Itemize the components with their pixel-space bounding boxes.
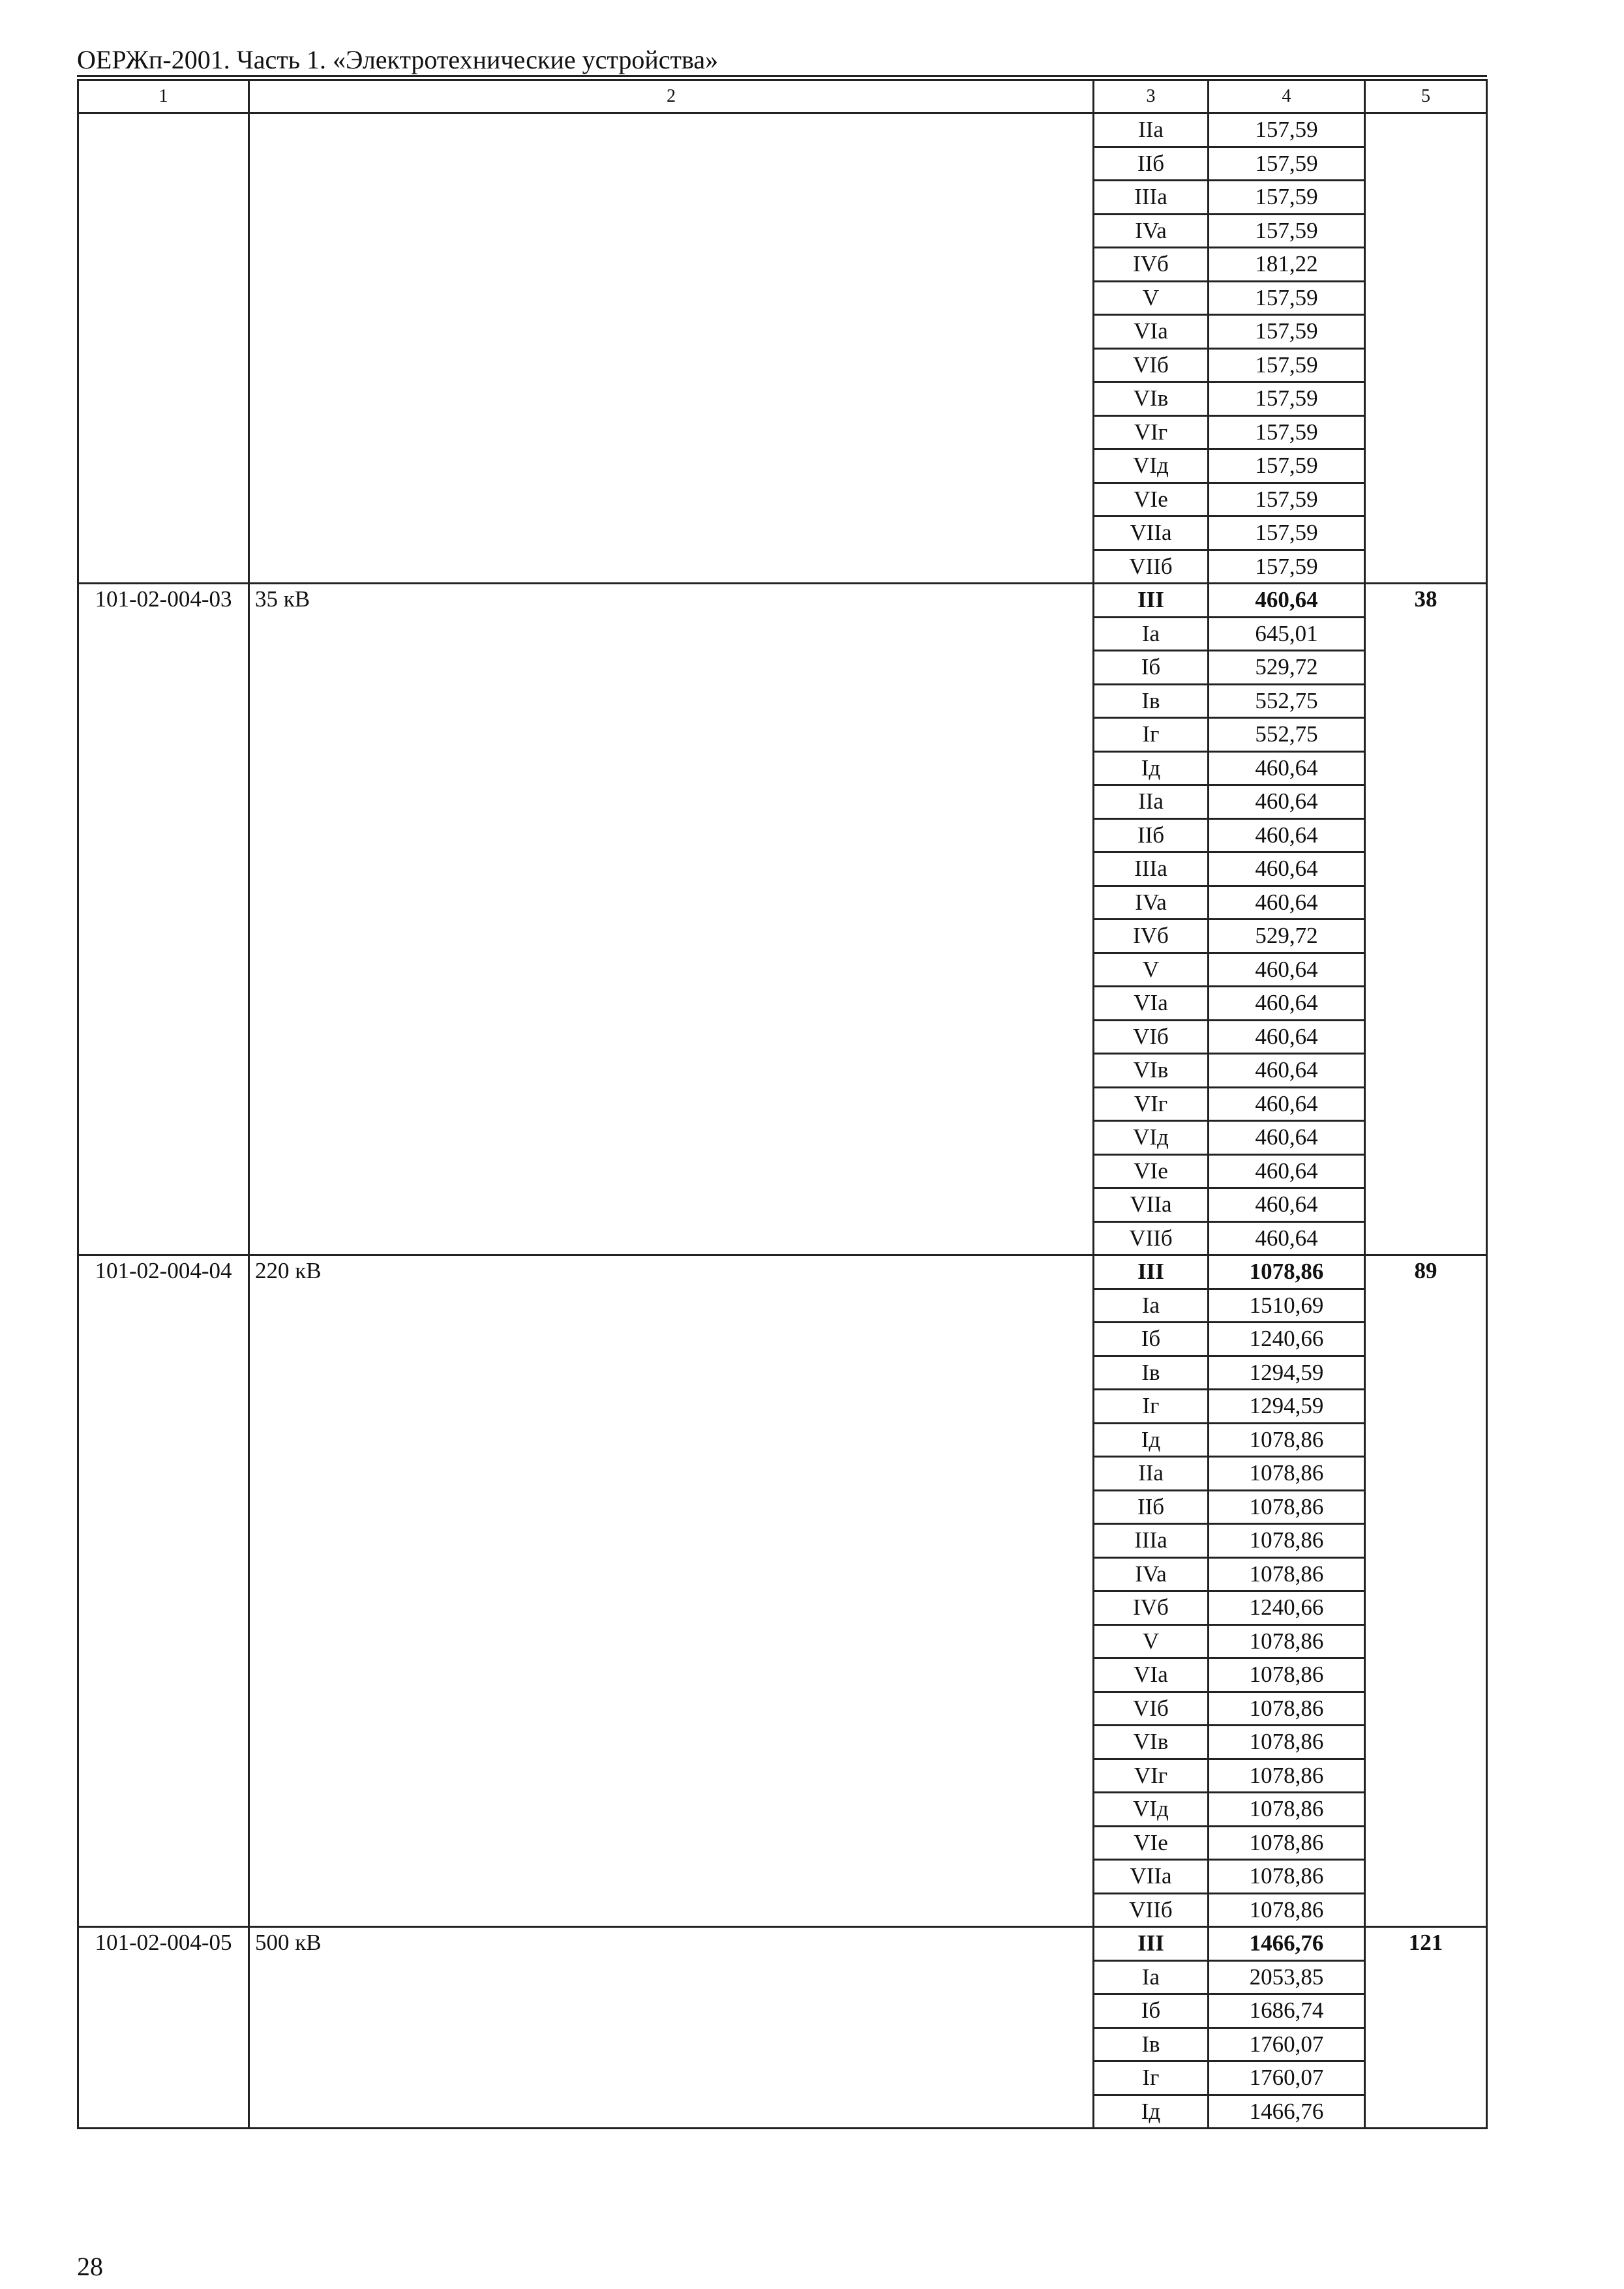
zone-category: IIб: [1094, 147, 1209, 181]
zone-category: VIб: [1094, 348, 1209, 382]
column-number: 4: [1209, 80, 1365, 113]
zone-category: Iг: [1094, 1390, 1209, 1424]
rate-value: 1294,59: [1209, 1356, 1365, 1390]
item-name: 220 кВ: [249, 1255, 1094, 1927]
rate-value: 157,59: [1209, 483, 1365, 516]
zone-category: VIIa: [1094, 1188, 1209, 1222]
zone-category: IIa: [1094, 113, 1209, 147]
zone-category: VIг: [1094, 415, 1209, 449]
rate-value: 157,59: [1209, 315, 1365, 349]
header-rule: [77, 75, 1487, 77]
total-value: 121: [1365, 1927, 1487, 2129]
zone-category: Iд: [1094, 1423, 1209, 1457]
zone-category: VIг: [1094, 1759, 1209, 1793]
zone-category: Iв: [1094, 1356, 1209, 1390]
rate-value: 1078,86: [1209, 1692, 1365, 1726]
zone-category: III: [1094, 584, 1209, 618]
zone-category: Iг: [1094, 2061, 1209, 2095]
zone-category: VIIб: [1094, 550, 1209, 584]
rate-value: 460,64: [1209, 584, 1365, 618]
total-value: 89: [1365, 1255, 1487, 1927]
rate-value: 1078,86: [1209, 1457, 1365, 1491]
rate-value: 460,64: [1209, 1188, 1365, 1222]
column-number: 1: [78, 80, 249, 113]
rate-value: 645,01: [1209, 617, 1365, 651]
zone-category: IVб: [1094, 248, 1209, 282]
zone-category: VIIб: [1094, 1893, 1209, 1927]
zone-category: VIa: [1094, 1658, 1209, 1692]
rate-value: 1078,86: [1209, 1557, 1365, 1591]
zone-category: VIв: [1094, 1054, 1209, 1088]
rate-value: 1466,76: [1209, 1927, 1365, 1961]
rate-value: 1078,86: [1209, 1759, 1365, 1793]
zone-category: Iв: [1094, 2027, 1209, 2061]
rate-value: 1078,86: [1209, 1793, 1365, 1827]
zone-category: Iд: [1094, 2095, 1209, 2129]
zone-category: Iб: [1094, 1323, 1209, 1356]
rate-value: 529,72: [1209, 920, 1365, 953]
rate-value: 1240,66: [1209, 1323, 1365, 1356]
rate-value: 1078,86: [1209, 1658, 1365, 1692]
rate-value: 460,64: [1209, 1054, 1365, 1088]
rate-value: 1760,07: [1209, 2027, 1365, 2061]
zone-category: VIa: [1094, 987, 1209, 1021]
zone-category: IVa: [1094, 1557, 1209, 1591]
rate-value: 2053,85: [1209, 1960, 1365, 1994]
page-number: 28: [77, 2252, 103, 2281]
zone-category: IIa: [1094, 1457, 1209, 1491]
item-code: 101-02-004-04: [78, 1255, 249, 1927]
total-value: [1365, 113, 1487, 584]
rate-value: 1078,86: [1209, 1524, 1365, 1558]
zone-category: III: [1094, 1255, 1209, 1289]
rate-value: 1078,86: [1209, 1255, 1365, 1289]
item-code: 101-02-004-05: [78, 1927, 249, 2129]
zone-category: Ia: [1094, 1960, 1209, 1994]
rate-value: 157,59: [1209, 550, 1365, 584]
zone-category: Ia: [1094, 1289, 1209, 1323]
total-value: 38: [1365, 584, 1487, 1255]
rate-value: 460,64: [1209, 886, 1365, 920]
zone-category: V: [1094, 953, 1209, 987]
rate-value: 157,59: [1209, 348, 1365, 382]
rate-value: 181,22: [1209, 248, 1365, 282]
zone-category: Iв: [1094, 684, 1209, 718]
rate-value: 157,59: [1209, 214, 1365, 248]
rate-value: 1466,76: [1209, 2095, 1365, 2129]
zone-category: VIIa: [1094, 1860, 1209, 1894]
zone-category: Iб: [1094, 1994, 1209, 2028]
rate-value: 1078,86: [1209, 1893, 1365, 1927]
rate-value: 1294,59: [1209, 1390, 1365, 1424]
rate-value: 460,64: [1209, 1020, 1365, 1054]
zone-category: VIe: [1094, 1154, 1209, 1188]
table-row: [78, 1927, 1487, 1961]
zone-category: IIб: [1094, 1490, 1209, 1524]
rate-value: 1078,86: [1209, 1490, 1365, 1524]
zone-category: Iд: [1094, 751, 1209, 785]
zone-category: IVa: [1094, 214, 1209, 248]
zone-category: VIв: [1094, 382, 1209, 416]
rate-value: 460,64: [1209, 987, 1365, 1021]
item-name: 500 кВ: [249, 1927, 1094, 2129]
item-name: [249, 113, 1094, 584]
rate-value: 1078,86: [1209, 1624, 1365, 1658]
rate-value: 460,64: [1209, 1121, 1365, 1155]
rate-value: 1078,86: [1209, 1423, 1365, 1457]
zone-category: IIIa: [1094, 181, 1209, 215]
zone-category: VIa: [1094, 315, 1209, 349]
rate-value: 157,59: [1209, 281, 1365, 315]
column-number: 5: [1365, 80, 1487, 113]
item-code: 101-02-004-03: [78, 584, 249, 1255]
rate-value: 1078,86: [1209, 1860, 1365, 1894]
zone-category: IIa: [1094, 785, 1209, 819]
running-header: ОЕРЖп-2001. Часть 1. «Электротехнические устройства»: [77, 45, 719, 74]
column-numbers-row: [78, 80, 1487, 113]
rate-value: 157,59: [1209, 181, 1365, 215]
zone-category: VIд: [1094, 1793, 1209, 1827]
zone-category: III: [1094, 1927, 1209, 1961]
rate-value: 1510,69: [1209, 1289, 1365, 1323]
rate-value: 157,59: [1209, 449, 1365, 483]
rate-value: 460,64: [1209, 751, 1365, 785]
table-row: [78, 113, 1487, 147]
rate-value: 1078,86: [1209, 1826, 1365, 1860]
column-number: 2: [249, 80, 1094, 113]
zone-category: IVб: [1094, 1591, 1209, 1625]
rate-value: 1078,86: [1209, 1726, 1365, 1759]
zone-category: Iб: [1094, 651, 1209, 685]
rate-value: 1240,66: [1209, 1591, 1365, 1625]
rates-table: [77, 79, 1488, 2129]
zone-category: VIв: [1094, 1726, 1209, 1759]
zone-category: VIIб: [1094, 1221, 1209, 1255]
zone-category: VIг: [1094, 1087, 1209, 1121]
zone-category: IIб: [1094, 818, 1209, 852]
rate-value: 460,64: [1209, 852, 1365, 886]
rate-value: 552,75: [1209, 684, 1365, 718]
rate-value: 460,64: [1209, 1221, 1365, 1255]
table-row: [78, 584, 1487, 618]
zone-category: VIд: [1094, 1121, 1209, 1155]
zone-category: V: [1094, 281, 1209, 315]
zone-category: VIб: [1094, 1020, 1209, 1054]
item-name: 35 кВ: [249, 584, 1094, 1255]
rate-value: 1686,74: [1209, 1994, 1365, 2028]
column-number: 3: [1094, 80, 1209, 113]
rate-value: 157,59: [1209, 147, 1365, 181]
rate-value: 529,72: [1209, 651, 1365, 685]
rate-value: 1760,07: [1209, 2061, 1365, 2095]
zone-category: VIIa: [1094, 516, 1209, 550]
zone-category: IIIa: [1094, 1524, 1209, 1558]
rate-value: 157,59: [1209, 113, 1365, 147]
rate-value: 552,75: [1209, 718, 1365, 752]
zone-category: IVa: [1094, 886, 1209, 920]
rate-value: 157,59: [1209, 382, 1365, 416]
zone-category: VIe: [1094, 1826, 1209, 1860]
zone-category: Iг: [1094, 718, 1209, 752]
rate-value: 157,59: [1209, 516, 1365, 550]
table-row: [78, 1255, 1487, 1289]
zone-category: Ia: [1094, 617, 1209, 651]
rate-value: 460,64: [1209, 953, 1365, 987]
rate-value: 460,64: [1209, 818, 1365, 852]
rate-value: 460,64: [1209, 1154, 1365, 1188]
zone-category: IVб: [1094, 920, 1209, 953]
zone-category: V: [1094, 1624, 1209, 1658]
zone-category: VIд: [1094, 449, 1209, 483]
rate-value: 460,64: [1209, 785, 1365, 819]
item-code: [78, 113, 249, 584]
zone-category: VIб: [1094, 1692, 1209, 1726]
zone-category: IIIa: [1094, 852, 1209, 886]
rate-value: 460,64: [1209, 1087, 1365, 1121]
rates-table-body: [78, 80, 1487, 2129]
rate-value: 157,59: [1209, 415, 1365, 449]
zone-category: VIe: [1094, 483, 1209, 516]
